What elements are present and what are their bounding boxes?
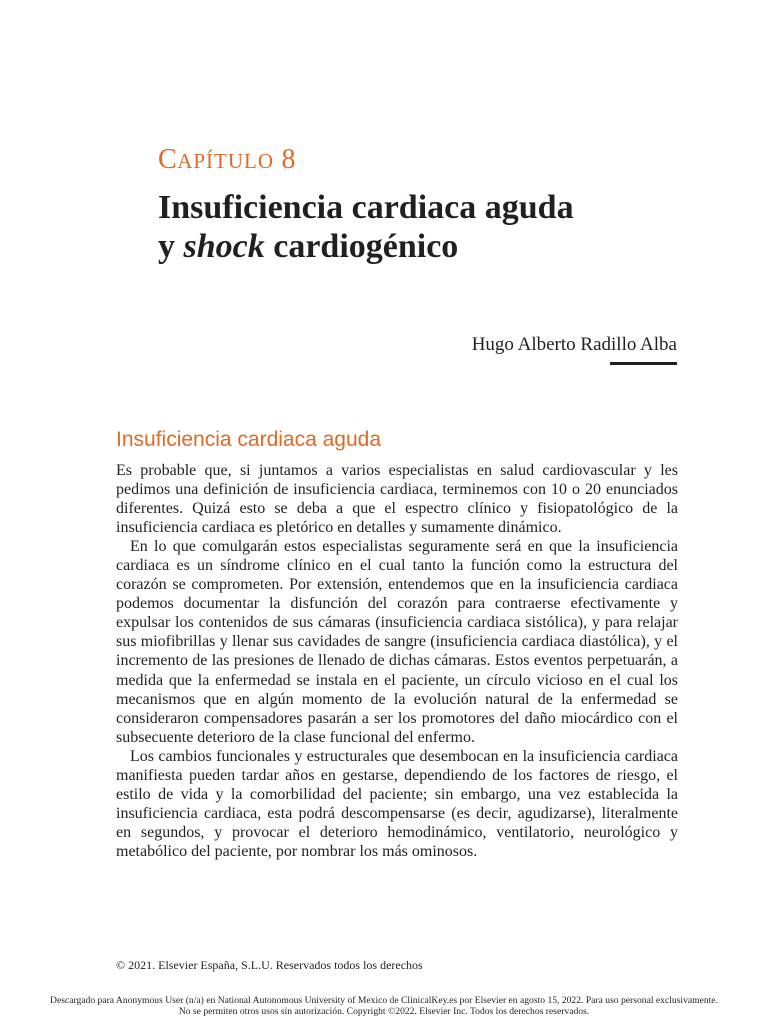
author-divider [610,362,677,365]
chapter-title-line1: Insuficiencia cardiaca aguda [158,189,574,226]
body-text [116,461,678,861]
chapter-title-line2-post: cardiogénico [264,228,459,265]
chapter-label [158,144,296,176]
chapter-title-line2-pre: y [158,228,184,265]
paragraph-2: En lo que comulgarán estos especialistas seguramente será en que la insuficiencia cardiaca es un síndrome clínico en el cual tanto la función como la estructura del corazón se comprometen. Por extensión, entendemos que en la insuficiencia cardiaca podemos documentar la disfunción del corazón para contraerse efectivamente y expulsar los contenidos de sus cámaras (insuficiencia cardiaca sistólica), y para relajar sus miofibrillas y llenar sus cavidades de sangre (insuficiencia cardiaca diastólica), y el incremento de las presiones de llenado de dichas cámaras. Estos eventos perpetuarán, a medida que la enfermedad se instala en el paciente, un círculo vicioso en el cual los mecanismos que en algún momento de la evolución natural de la enfermedad se consideraron compensadores pasarán a ser los promotores del daño miocárdico con el subsecuente deterioro de la clase funcional del enfermo. [116,538,678,746]
chapter-title [158,188,718,266]
copyright-notice: © 2021. Elsevier España, S.L.U. Reservados todos los derechos [116,958,423,972]
paragraph-1: Es probable que, si juntamos a varios especialistas en salud cardiovascular y les pedimos una definición de insuficiencia cardiaca, terminemos con 10 o 20 enunciados diferentes. Quizá esto se deba a que el espectro clínico y fisiopatológico de la insuficiencia cardiaca es pletórico en detalles y sumamente dinámico. [116,462,678,537]
section-heading: Insuficiencia cardiaca aguda [116,428,382,451]
paragraph-3: Los cambios funcionales y estructurales que desembocan en la insuficiencia cardiaca manifiesta pueden tardar años en gestarse, dependiendo de los factores de riesgo, el estilo de vida y la comorbilidad del paciente; sin embargo, una vez establecida la insuficiencia cardiaca, esta podrá descompensarse (es decir, agudizarse), literalmente en segundos, y provocar el deterioro hemodinámico, ventilatorio, neurológico y metabólico del paciente, por nombrar los más ominosos. [116,747,678,860]
chapter-label-initial: C [158,144,178,175]
chapter-number: 8 [281,144,297,175]
chapter-label-rest: APÍTULO [177,149,275,173]
download-notice: Descargado para Anonymous User (n/a) en National Autonomous University of Mexico de ClinicalKey.es por Elsevier en agosto 15, 2022. Para uso personal exclusivamente. No se permiten otros usos sin autorización. Copyright ©2022. Elsevier Inc. Todos los derechos reservados. [50,995,718,1017]
author-name: Hugo Alberto Radillo Alba [471,334,677,355]
chapter-title-line2-emphasis: shock [183,228,265,265]
